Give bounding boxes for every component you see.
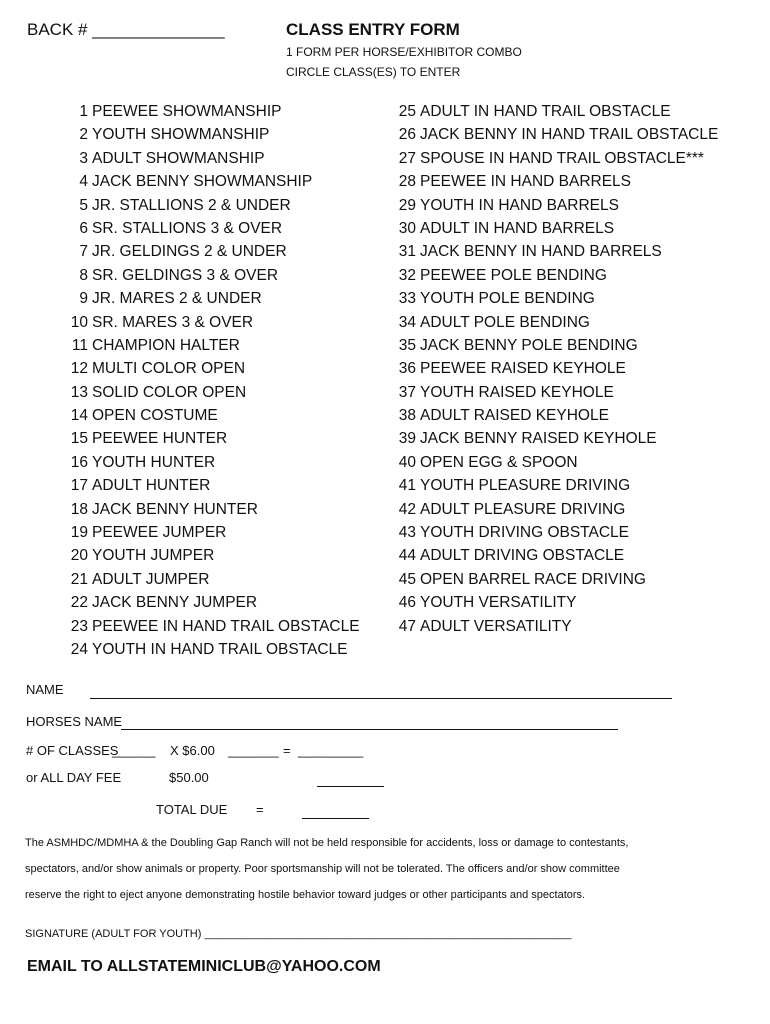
- class-name: PEEWEE HUNTER: [92, 430, 228, 448]
- class-name: YOUTH RAISED KEYHOLE: [420, 383, 614, 401]
- class-item[interactable]: [390, 147, 718, 170]
- class-number: 7: [79, 243, 88, 261]
- class-name: JACK BENNY IN HAND BARRELS: [420, 243, 662, 261]
- class-number: 20: [70, 547, 88, 565]
- class-item[interactable]: [62, 357, 360, 380]
- class-item[interactable]: [62, 311, 360, 334]
- total-due-line[interactable]: [302, 818, 369, 819]
- all-day-fee-amount: $50.00: [169, 770, 209, 785]
- class-number: 27: [398, 149, 416, 167]
- class-item[interactable]: [62, 240, 360, 263]
- all-day-fee-line[interactable]: [317, 786, 384, 787]
- class-number: 47: [398, 617, 416, 635]
- class-item[interactable]: [62, 381, 360, 404]
- class-item[interactable]: [390, 287, 718, 310]
- class-number: 22: [70, 594, 88, 612]
- class-name: SR. GELDINGS 3 & OVER: [92, 266, 279, 284]
- class-name: JR. GELDINGS 2 & UNDER: [92, 243, 287, 261]
- class-number: 9: [79, 290, 88, 308]
- class-name: YOUTH IN HAND BARRELS: [420, 196, 619, 214]
- class-item[interactable]: [62, 427, 360, 450]
- class-name: PEEWEE JUMPER: [92, 524, 227, 542]
- class-item[interactable]: [390, 591, 718, 614]
- class-name: YOUTH VERSATILITY: [420, 594, 577, 612]
- class-name: PEEWEE IN HAND TRAIL OBSTACLE: [92, 617, 360, 635]
- class-item[interactable]: [390, 615, 718, 638]
- class-item[interactable]: [62, 100, 360, 123]
- class-number: 34: [398, 313, 416, 331]
- class-name: YOUTH SHOWMANSHIP: [92, 126, 270, 144]
- class-name: ADULT IN HAND TRAIL OBSTACLE: [420, 103, 671, 120]
- classes-count-label: # OF CLASSES: [26, 743, 119, 758]
- class-number: 17: [70, 477, 88, 495]
- class-item[interactable]: [390, 334, 718, 357]
- class-item[interactable]: [390, 100, 718, 123]
- classes-count-blank[interactable]: ______: [112, 743, 156, 758]
- class-item[interactable]: [390, 217, 718, 240]
- class-name: PEEWEE POLE BENDING: [420, 266, 607, 284]
- class-name: ADULT VERSATILITY: [420, 617, 572, 635]
- class-number: 45: [398, 570, 416, 588]
- class-name: YOUTH PLEASURE DRIVING: [420, 477, 631, 495]
- class-number: 46: [398, 594, 416, 612]
- class-name: YOUTH DRIVING OBSTACLE: [420, 524, 629, 542]
- class-list-right: [390, 100, 718, 638]
- classes-total-blank[interactable]: _________: [298, 743, 364, 758]
- class-name: JACK BENNY POLE BENDING: [420, 336, 638, 354]
- class-number: 39: [398, 430, 416, 448]
- class-number: 2: [79, 126, 88, 144]
- class-number: 19: [70, 524, 88, 542]
- class-item[interactable]: [62, 194, 360, 217]
- class-name: SR. MARES 3 & OVER: [92, 313, 254, 331]
- class-item[interactable]: [62, 521, 360, 544]
- class-name: ADULT IN HAND BARRELS: [420, 219, 615, 237]
- class-number: 12: [70, 360, 88, 378]
- class-number: 5: [79, 196, 88, 214]
- class-number: 32: [398, 266, 416, 284]
- class-name: PEEWEE IN HAND BARRELS: [420, 173, 632, 191]
- form-subtitle-circle: CIRCLE CLASS(ES) TO ENTER: [286, 65, 461, 79]
- class-item[interactable]: [62, 638, 360, 661]
- class-number: 11: [71, 336, 88, 354]
- class-item[interactable]: [62, 591, 360, 614]
- class-number: 8: [79, 266, 88, 284]
- class-item[interactable]: [390, 544, 718, 567]
- class-name: YOUTH JUMPER: [92, 547, 215, 565]
- class-item[interactable]: [390, 240, 718, 263]
- class-number: 28: [398, 173, 416, 191]
- class-name: ADULT RAISED KEYHOLE: [420, 407, 609, 425]
- class-number: 21: [70, 570, 88, 588]
- class-item[interactable]: [390, 381, 718, 404]
- back-number-label: BACK # ______________: [27, 20, 225, 39]
- class-name: ADULT POLE BENDING: [420, 313, 590, 331]
- class-name: JACK BENNY IN HAND TRAIL OBSTACLE: [420, 126, 719, 144]
- class-number: 23: [70, 617, 88, 635]
- disclaimer-line-1: The ASMHDC/MDMHA & the Doubling Gap Ranch will not be held responsible for accidents, loss or damage to contestants,: [25, 837, 629, 849]
- class-name: SOLID COLOR OPEN: [92, 383, 247, 401]
- class-item[interactable]: [62, 217, 360, 240]
- class-item[interactable]: [390, 123, 718, 146]
- class-item[interactable]: [62, 287, 360, 310]
- class-item[interactable]: [390, 170, 718, 193]
- class-item[interactable]: [62, 334, 360, 357]
- class-number: 25: [398, 103, 416, 120]
- class-name: PEEWEE RAISED KEYHOLE: [420, 360, 626, 378]
- class-item[interactable]: [390, 451, 718, 474]
- class-item[interactable]: [390, 264, 718, 287]
- class-number: 10: [70, 313, 88, 331]
- class-number: 38: [398, 407, 416, 425]
- class-name: JR. MARES 2 & UNDER: [92, 290, 262, 308]
- class-name: JACK BENNY HUNTER: [92, 500, 258, 518]
- disclaimer-line-2: spectators, and/or show animals or property. Poor sportsmanship will not be tolerated. The officers and/or show committee: [25, 863, 620, 875]
- name-field-line[interactable]: [90, 698, 672, 699]
- class-number: 30: [398, 219, 416, 237]
- class-item[interactable]: [62, 264, 360, 287]
- class-name: ADULT DRIVING OBSTACLE: [420, 547, 625, 565]
- class-item[interactable]: [62, 498, 360, 521]
- class-item[interactable]: [62, 474, 360, 497]
- class-number: 18: [70, 500, 88, 518]
- signature-label: SIGNATURE (ADULT FOR YOUTH) ____________________________________________________________: [25, 928, 572, 940]
- class-number: 6: [79, 219, 88, 237]
- class-item[interactable]: [390, 357, 718, 380]
- form-subtitle-combo: 1 FORM PER HORSE/EXHIBITOR COMBO: [286, 45, 522, 59]
- class-item[interactable]: [390, 404, 718, 427]
- class-number: 35: [398, 336, 416, 354]
- class-item[interactable]: [62, 451, 360, 474]
- class-number: 26: [398, 126, 416, 144]
- class-item[interactable]: [390, 427, 718, 450]
- email-instruction: EMAIL TO ALLSTATEMINICLUB@YAHOO.COM: [27, 958, 381, 975]
- class-name: ADULT PLEASURE DRIVING: [420, 500, 626, 518]
- all-day-fee-label: or ALL DAY FEE: [26, 770, 122, 785]
- class-number: 41: [398, 477, 416, 495]
- disclaimer-line-3: reserve the right to eject anyone demonstrating hostile behavior toward judges or other participants and spectators.: [25, 889, 586, 901]
- class-item[interactable]: [390, 521, 718, 544]
- class-number: 36: [398, 360, 416, 378]
- class-name: ADULT HUNTER: [92, 477, 211, 495]
- class-item[interactable]: [390, 568, 718, 591]
- class-name: OPEN EGG & SPOON: [420, 453, 578, 471]
- class-number: 29: [398, 196, 416, 214]
- class-name: OPEN COSTUME: [92, 407, 218, 425]
- class-name: CHAMPION HALTER: [92, 336, 240, 354]
- class-item[interactable]: [62, 568, 360, 591]
- class-number: 1: [79, 103, 88, 120]
- class-name: YOUTH HUNTER: [92, 453, 216, 471]
- class-item[interactable]: [390, 474, 718, 497]
- class-name: JACK BENNY JUMPER: [92, 594, 258, 612]
- class-list-left: [62, 100, 360, 661]
- class-item[interactable]: [62, 147, 360, 170]
- class-number: 3: [79, 149, 88, 167]
- class-name: JACK BENNY RAISED KEYHOLE: [420, 430, 657, 448]
- class-number: 24: [70, 640, 88, 658]
- class-price-label: X $6.00: [170, 743, 215, 758]
- total-due-equals: =: [256, 802, 264, 817]
- class-name: YOUTH IN HAND TRAIL OBSTACLE: [92, 640, 348, 658]
- class-number: 15: [70, 430, 88, 448]
- class-item[interactable]: [62, 615, 360, 638]
- class-item[interactable]: [62, 170, 360, 193]
- class-item[interactable]: [62, 404, 360, 427]
- class-number: 42: [398, 500, 416, 518]
- class-item[interactable]: [62, 544, 360, 567]
- horses-name-field-line[interactable]: [121, 729, 618, 730]
- class-number: 4: [79, 173, 88, 191]
- name-label: NAME: [26, 682, 64, 697]
- class-name: YOUTH POLE BENDING: [420, 290, 595, 308]
- class-item[interactable]: [390, 311, 718, 334]
- class-name: ADULT JUMPER: [92, 570, 210, 588]
- class-number: 13: [70, 383, 88, 401]
- class-name: OPEN BARREL RACE DRIVING: [420, 570, 646, 588]
- class-number: 37: [398, 383, 416, 401]
- horses-name-label: HORSES NAME: [26, 714, 123, 729]
- class-number: 33: [398, 290, 416, 308]
- class-number: 44: [398, 547, 416, 565]
- class-number: 43: [398, 524, 416, 542]
- class-name: JR. STALLIONS 2 & UNDER: [92, 196, 291, 214]
- classes-equals: =: [283, 743, 291, 758]
- class-name: MULTI COLOR OPEN: [92, 360, 246, 378]
- form-title: CLASS ENTRY FORM: [286, 20, 460, 39]
- class-name: SR. STALLIONS 3 & OVER: [92, 219, 283, 237]
- class-name: ADULT SHOWMANSHIP: [92, 149, 265, 167]
- class-number: 40: [398, 453, 416, 471]
- class-name: SPOUSE IN HAND TRAIL OBSTACLE***: [420, 149, 704, 167]
- class-number: 31: [398, 243, 416, 261]
- class-number: 16: [70, 453, 88, 471]
- class-item[interactable]: [62, 123, 360, 146]
- class-number: 14: [70, 407, 88, 425]
- classes-subtotal-blank[interactable]: _______: [228, 743, 279, 758]
- class-item[interactable]: [390, 194, 718, 217]
- total-due-label: TOTAL DUE: [156, 802, 228, 817]
- class-name: JACK BENNY SHOWMANSHIP: [92, 173, 313, 191]
- class-name: PEEWEE SHOWMANSHIP: [92, 103, 282, 120]
- class-item[interactable]: [390, 498, 718, 521]
